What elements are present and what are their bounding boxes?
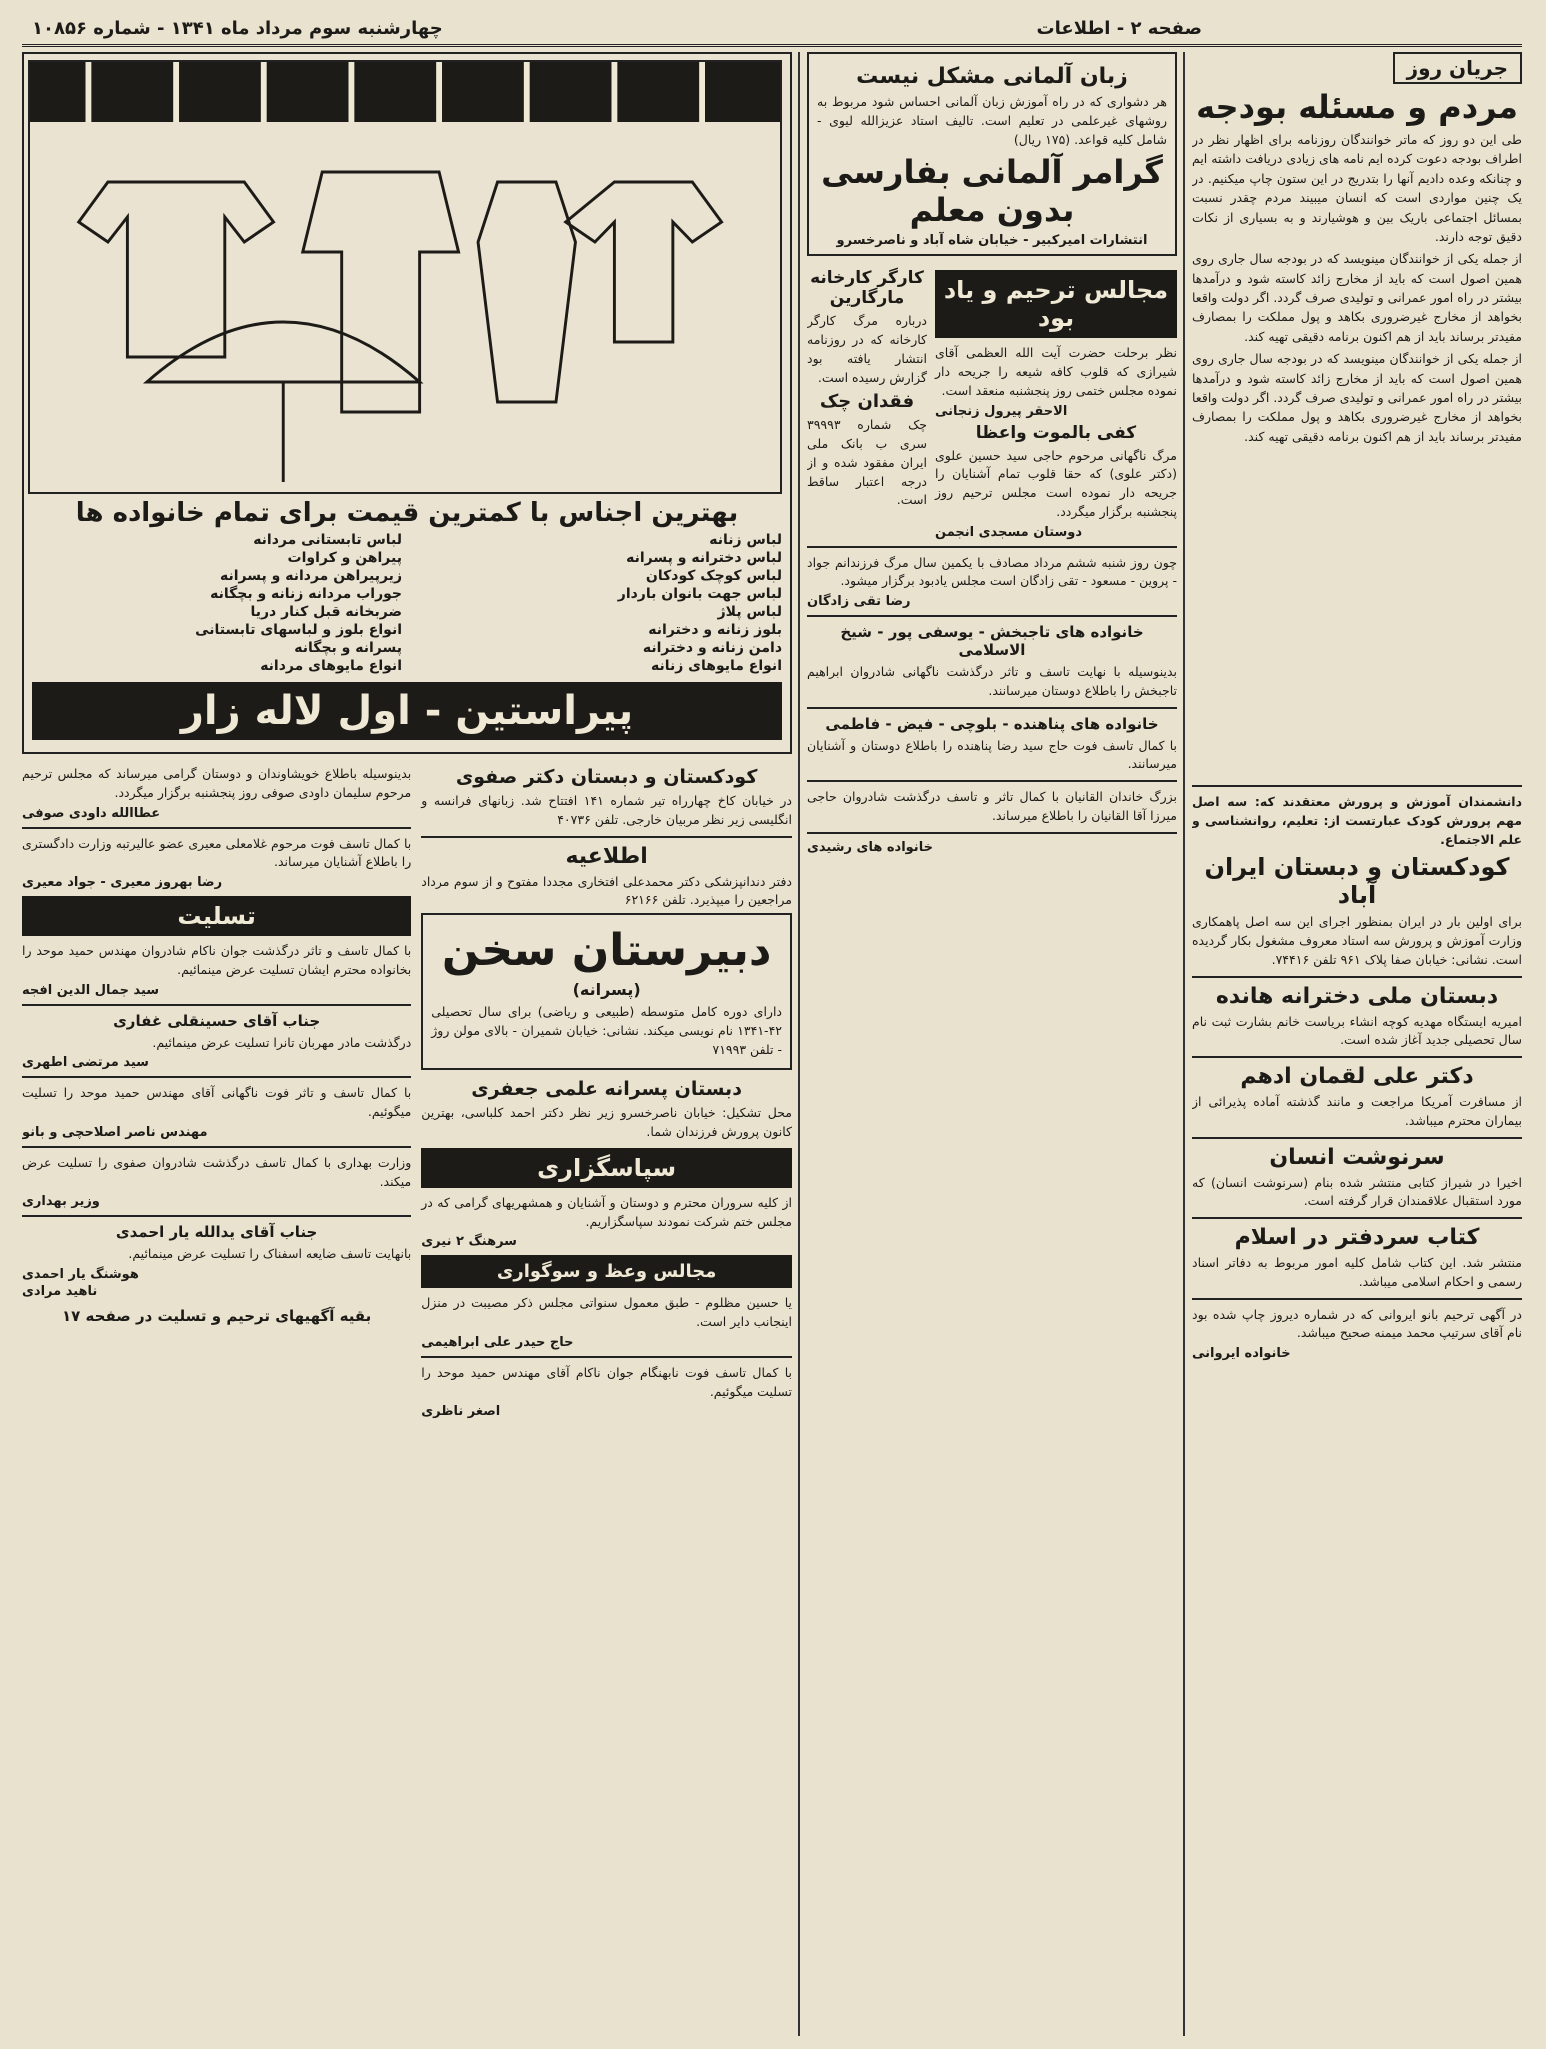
shop-item: لباس دخترانه و پسرانه (626, 550, 782, 566)
signature: هوشنگ یار احمدی (22, 1267, 139, 1282)
divider (807, 832, 1177, 834)
section-banner: سپاسگزاری (421, 1148, 792, 1188)
notice-body: بانهایت تاسف ضایعه اسفناک را تسلیت عرض مینمائیم. (128, 1246, 412, 1262)
divider (1192, 1137, 1522, 1139)
signature: سید جمال الدین افجه (22, 982, 160, 998)
notice-body: وزارت بهداری با کمال تاسف درگذشت شادروان صفوی را تسلیت عرض میکند. (22, 1154, 412, 1189)
side-notices (807, 264, 927, 539)
left-ads (421, 762, 792, 1419)
ad-title: دکتر علی لقمان ادهم (1240, 1064, 1474, 1090)
ad-body: منتشر شد. این کتاب شامل کلیه امور مربوط به دفاتر اسناد رسمی و احکام اسلامی میباشد. (1192, 1255, 1522, 1289)
divider (1192, 1056, 1522, 1058)
divider (22, 1076, 411, 1078)
signature: دوستان مسجدی انجمن (935, 524, 1083, 540)
ad-title: اطلاعیه (565, 843, 648, 869)
two-sub-columns (807, 264, 1177, 539)
ad-body: از مسافرت آمریکا مراجعت و مانند گذشته آماده پذیرائی از بیماران محترم میباشد. (1192, 1094, 1522, 1128)
editorial-body-2: از جمله یکی از خوانندگان مینویسد که در بودجه سال جاری روی همین اصول است که باید از مخارج زائد کاسته شود و درآمدها بیشتر در راه امور عمرانی و تولیدی صرف گردد. اگر دولت واقعا بخواهد از مخارج غیرضروری بکاهد و پول مملکت را بمصارف مفیدتر برساند باید از هم اکنون برنامه دقیقی تهیه کند. (1192, 251, 1522, 344)
ad-title: زبان آلمانی مشکل نیست (856, 64, 1128, 89)
divider (1192, 785, 1522, 787)
ad-title: دبیرستان سخن (441, 925, 772, 976)
notice-body: چون روز شنبه ششم مرداد مصادف با یکمین سال مرگ فرزندانم جواد - پروین - مسعود - تقی زادگان است مجلس یادبود برگزار میشود. (807, 554, 1177, 589)
divider (22, 1004, 411, 1006)
column-rule (798, 52, 800, 2036)
notice-body: بدینوسیله باطلاع خویشاوندان و دوستان گرامی میرساند که مجلس ترحیم مرحوم سلیمان داودی صوفی روز پنجشنبه برگزار میگردد. (22, 766, 412, 800)
left-sub-columns (22, 762, 792, 1419)
shop-item: لباس کوچک کودکان (645, 568, 782, 584)
middle-column (807, 52, 1177, 2036)
shop-item: بلوز زنانه و دخترانه (648, 622, 782, 638)
ad-body: هر دشواری که در راه آموزش زبان آلمانی احساس شود مربوط به روشهای غیرعلمی در تعلیم است. تالیف استاد عزیزالله لیوی - شامل کلیه قواعد. (۱۷۵ ریال) (817, 94, 1167, 147)
notice-body: با کمال تاسف و تاثر درگذشت جوان ناکام شادروان مهندس حمید موحد را بخانواده محترم ایشان تسلیت عرض مینمائیم. (22, 943, 412, 977)
header-date: چهارشنبه سوم مرداد ماه ۱۳۴۱ - شماره ۱۰۸۵۶ (32, 18, 443, 39)
editorial-body-2: از جمله یکی از خوانندگان مینویسد که در بودجه سال جاری روی همین اصول است که باید از مخارج زائد کاسته شود و درآمدها بیشتر در راه امور عمرانی و تولیدی صرف گردد. اگر دولت واقعا بخواهد از مخارج غیرضروری بکاهد و پول مملکت را بمصارف مفیدتر برساند باید از هم اکنون برنامه دقیقی تهیه کند. (1192, 351, 1522, 444)
signature: خانواده ایروانی (1192, 1346, 1291, 1362)
signature: الاحقر پیرول زنجانی (935, 403, 1068, 419)
editorial-column (1192, 52, 1522, 2036)
divider (1192, 1217, 1522, 1219)
signature: خانواده های رشیدی (807, 839, 933, 855)
ad-body: اخیرا در شیراز کتابی منتشر شده بنام (سرنوشت انسان) که مورد استقبال علاقمندان قرار گرفته است. (1192, 1174, 1522, 1209)
shop-item: لباس پلاژ (717, 604, 782, 620)
ad-intro: دانشمندان آموزش و پرورش معتقدند که: سه اصل مهم پرورش کودک عبارتست از: تعلیم، روانشناسی و علم الاجتماع. (1192, 794, 1522, 847)
shop-item: انواع مایوهای زنانه (650, 658, 782, 674)
signature: عطاالله داودی صوفی (22, 805, 161, 821)
column-logo: جریان روز (1393, 52, 1522, 84)
shop-item-list (32, 532, 782, 674)
section-banner: مجالس وعظ و سوگواری (421, 1255, 792, 1288)
signature: اصغر ناظری (421, 1404, 501, 1420)
shop-item: پیراهن و کراوات (287, 550, 402, 566)
divider (807, 546, 1177, 548)
condolence-column (22, 762, 411, 1419)
notice-body: درگذشت مادر مهربان تانرا تسلیت عرض مینمائیم. (152, 1034, 412, 1050)
left-column (22, 52, 792, 2036)
ad-title: دبستان ملی دخترانه هانده (1215, 983, 1499, 1009)
notice-body: با کمال تاسف فوت نابهنگام جوان ناکام آقای مهندس حمید موحد را تسلیت میگوئیم. (421, 1364, 792, 1399)
notice-body: با کمال تاسف فوت مرحوم غلامعلی معیری عضو عالیرتبه وزارت دادگستری را باطلاع آشنایان میرساند. (22, 835, 412, 870)
notice-body: درباره مرگ کارگر کارخانه که در روزنامه انتشار یافته بود گزارش رسیده است. (807, 313, 927, 385)
divider (22, 827, 411, 829)
ad-body: برای اولین بار در ایران بمنظور اجرای این سه اصل پاهمکاری وزارت آموزش و پرورش سه استاد معروف مشغول بکار گردیده است. نشانی: خیابان صفا پلاک ۹۶۱ تلفن ۷۴۴۱۶. (1192, 914, 1522, 967)
school-ad (421, 913, 792, 1070)
correction-notice: در آگهی ترحیم بانو ایروانی که در شماره دیروز چاپ شده بود نام آقای سرتیپ محمد میمنه صحیح میباشد. (1192, 1306, 1522, 1341)
ad-body: در خیابان کاخ چهارراه تیر شماره ۱۴۱ افتتاح شد. زبانهای فرانسه و انگلیسی زیر نظر مربیان خارجی. تلفن ۴۰۷۳۶ (421, 793, 792, 827)
notice-body: یا حسین مظلوم - طبق معمول سنواتی مجلس ذکر مصیبت در منزل اینجانب دایر است. (421, 1295, 792, 1329)
shop-item: پسرانه و بچگانه (294, 640, 402, 656)
ad-title: سرنوشت انسان (1269, 1144, 1445, 1170)
divider (807, 780, 1177, 782)
shop-item: لباس تابستانی مردانه (253, 532, 402, 548)
notice-body: بدینوسیله با نهایت تاسف و تاثر درگذشت ناگهانی شادروان ابراهیم تاجبخش را باطلاع دوستان میرسانند. (807, 664, 1177, 698)
notice-body: از کلیه سروران محترم و دوستان و آشنایان و همشهریهای گرامی که در مجلس ختم شرکت نمودند سپاسگزاریم. (421, 1194, 792, 1229)
signature: سرهنگ ۲ نیری (421, 1234, 517, 1250)
signature: وزیر بهداری (22, 1194, 100, 1210)
signature: سید مرتضی اطهری (22, 1055, 149, 1071)
notice-title: جناب آقای یدالله یار احمدی (115, 1223, 318, 1242)
editorial-title: مردم و مسئله بودجه (1196, 88, 1518, 126)
signature: مهندس ناصر اصلاحچی و بانو (22, 1124, 208, 1140)
shop-item: انواع مایوهای مردانه (260, 658, 402, 674)
continued-notice: بقیه آگهیهای ترحیم و تسلیت در صفحه ۱۷ (62, 1307, 372, 1325)
signature: ناهید مرادی (22, 1284, 98, 1299)
shop-item: جوراب مردانه زنانه و بچگانه (210, 586, 402, 602)
notice-body: با کمال تاسف و تاثر فوت ناگهانی آقای مهندس حمید موحد را تسلیت میگوئیم. (22, 1085, 412, 1119)
shop-slogan: بهترین اجناس با کمترین قیمت برای تمام خانواده ها (75, 498, 739, 528)
notice-body: مرگ ناگهانی مرحوم حاجی سید حسین علوی (دکتر علوی) که حقا قلوب تمام آشنایان را جریحه دار نموده است مجلس ترحیم روز پنجشنبه برگزار میگردد. (935, 447, 1177, 519)
ad-title: کودکستان و دبستان دکتر صفوی (455, 766, 758, 788)
shop-item: دامن زنانه و دخترانه (642, 640, 782, 656)
shop-window-illustration (28, 60, 782, 494)
ad-body: دارای دوره کامل متوسطه (طبیعی و ریاضی) برای سال تحصیلی ۴۲-۱۳۴۱ نام نویسی میکند. نشانی: خیابان شمیران - بالای مولن روژ - تلفن ۷۱۹۹۳ (431, 1004, 782, 1057)
shop-item: لباس زنانه (709, 532, 782, 548)
divider (1192, 976, 1522, 978)
divider (22, 1146, 411, 1148)
notice-body: چک شماره ۳۹۹۹۳ سری ب بانک ملی ایران مفقود شده و از درجه اعتبار ساقط است. (807, 417, 927, 508)
ad-title: کتاب سردفتر در اسلام (1234, 1225, 1480, 1251)
notice-title: کارگر کارخانه مارگارین (810, 268, 924, 309)
newspaper-page (22, 14, 1522, 2036)
shop-item: انواع بلوز و لباسهای تابستانی (195, 622, 402, 638)
column-rule (1183, 52, 1185, 2036)
notice-body: بزرگ خاندان القانیان با کمال تاثر و تاسف درگذشت شادروان حاجی میرزا آقا القانیان را باطلاع میرساند. (807, 789, 1177, 823)
ad-body: امیریه ایستگاه مهدیه کوچه انشاء بریاست خانم بشارت ثبت نام سال تحصیلی جدید آغاز شده است. (1192, 1013, 1522, 1048)
editorial-body: طی این دو روز که ماتر خوانندگان روزنامه برای اظهار نظر در اطراف بودجه دعوت کرده ایم نامه های زیادی دریافت داشته ایم و چنانکه وعده دادیم آنها را بتدریج در این ستون چاپ میکنیم. در یک چنین مواردی است که انسان میبیند مردم چقدر نسبت بمسائل اجتماعی باریک بین و هوشیارند و به بسیاری از نکات دقیق توجه دارند. (1192, 132, 1522, 244)
signature: رضا بهروز معیری - جواد معیری (22, 875, 223, 890)
header-page-number: صفحه ۲ - اطلاعات (1036, 18, 1202, 39)
notice-body: با کمال تاسف فوت حاج سید رضا پناهنده را باطلاع دوستان و آشنایان میرسانند. (807, 737, 1177, 772)
signature: رضا تقی زادگان (807, 594, 911, 609)
signature: حاج حیدر علی ابراهیمی (421, 1334, 574, 1350)
shop-item: ضربخانه قبل کنار دریا (250, 604, 402, 620)
divider (421, 836, 792, 838)
divider (22, 1215, 411, 1217)
divider (807, 615, 1177, 617)
ad-subtitle: (پسرانه) (572, 980, 641, 999)
notice-body: نظر برحلت حضرت آیت الله العظمی آقای شیرازی که قلوب کافه شیعه را جریحه دار نموده مجلس ختمی روز پنجشنبه منعقد است. (935, 345, 1177, 398)
notice-title: فقدان چک (819, 391, 915, 413)
mourning-block (935, 264, 1177, 539)
section-banner: مجالس ترحیم و یاد بود (935, 270, 1177, 338)
ad-headline: گرامر آلمانی بفارسی بدون معلم (821, 153, 1163, 230)
ad-body: دفتر دندانپزشکی دکتر محمدعلی افتخاری مجددا مفتوح و از سوم مرداد مراجعین را میپذیرد. تلفن ۶۲۱۶۶ (421, 873, 792, 908)
notice-title: خانواده های تاجبخش - یوسفی پور - شیخ الاسلامی (840, 623, 1144, 659)
ad-title: کودکستان و دبستان ایران آباد (1204, 853, 1510, 910)
notice-title: کفی بالموت واعظا (975, 422, 1137, 443)
section-banner: تسلیت (22, 896, 411, 936)
ad-body: محل تشکیل: خیابان ناصرخسرو زیر نظر دکتر احمد کلباسی، بهترین کانون پرورش فرزندان شما. (421, 1105, 792, 1139)
column-logo-wrap (1192, 52, 1522, 84)
divider (807, 707, 1177, 709)
notice-title: خانواده های پناهنده - بلوچی - فیض - فاطمی (825, 714, 1159, 733)
shop-item: لباس جهت بانوان باردار (617, 586, 782, 602)
german-book-ad (807, 52, 1177, 256)
divider (1192, 1298, 1522, 1300)
ad-title: دبستان پسرانه علمی جعفری (471, 1078, 742, 1101)
page-header (22, 14, 1522, 47)
divider (421, 1356, 792, 1358)
notice-title: جناب آقای حسینقلی غفاری (113, 1011, 321, 1030)
shop-name: پیراستین - اول لاله زار (32, 682, 782, 740)
clothing-shop-ad (22, 52, 792, 754)
publisher: انتشارات امیرکبیر - خیابان شاه آباد و ناصرخسرو (836, 233, 1148, 249)
shop-item: زیرپیراهن مردانه و پسرانه (220, 568, 402, 584)
